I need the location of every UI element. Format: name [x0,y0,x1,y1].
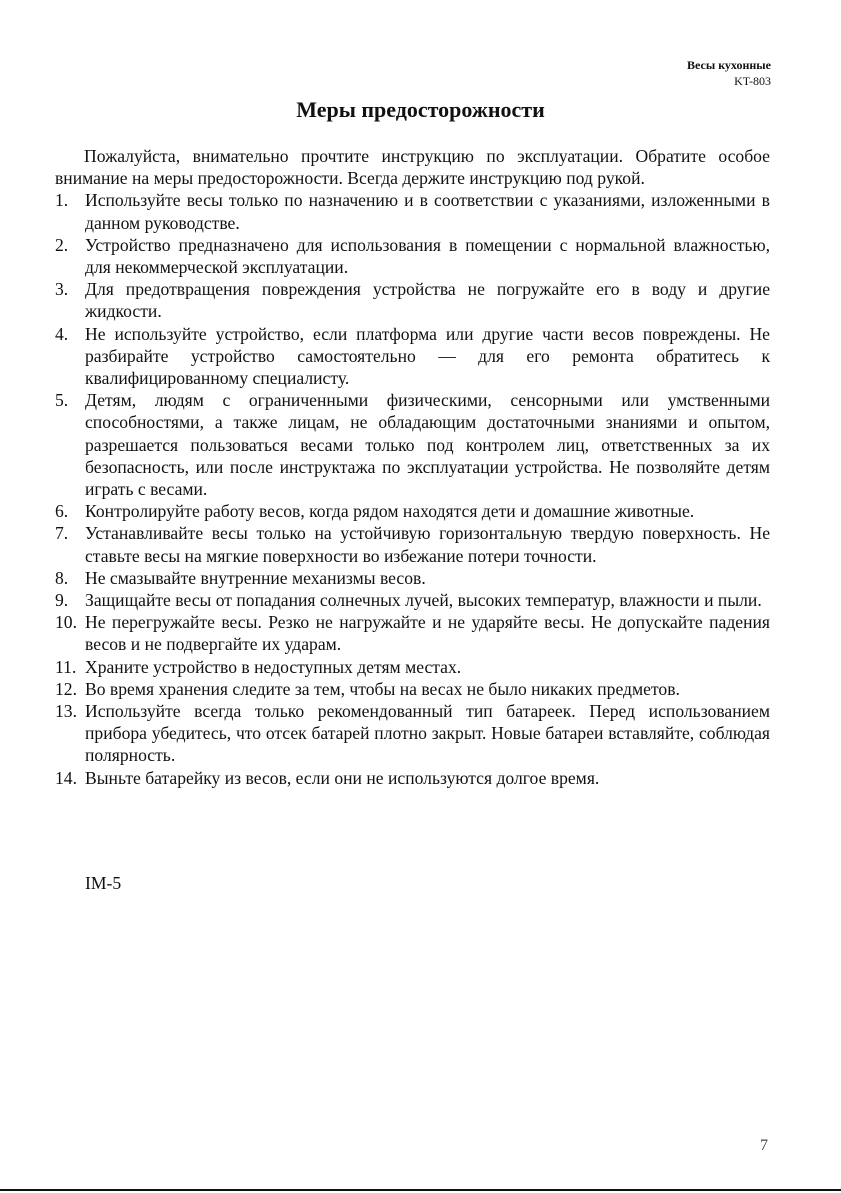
item-text: Для предотвращения повреждения устройства не погружайте его в воду и другие жидкости. [85,279,770,322]
list-item [55,611,770,655]
item-number: 6. [55,501,69,522]
bottom-divider [0,1189,841,1191]
item-number: 8. [55,567,69,588]
page-number: 7 [760,1137,768,1154]
list-item [55,656,770,678]
item-text: Контролируйте работу весов, когда рядом находятся дети и домашние животные. [85,501,695,522]
item-number: 1. [55,190,69,211]
item-number: 14. [55,767,77,788]
item-text: Устанавливайте весы только на устойчивую горизонтальную твердую поверхность. Не ставьте весы на мягкие поверхности во избежание потери точности. [85,523,770,566]
list-item [55,500,770,522]
page-content [55,145,770,789]
item-number: 13. [55,701,77,722]
precautions-list [55,189,770,788]
item-number: 10. [55,612,77,633]
item-number: 2. [55,234,69,255]
list-item [55,678,770,700]
item-text: Не смазывайте внутренние механизмы весов. [85,567,426,588]
intro-paragraph: Пожалуйста, внимательно прочтите инструкцию по эксплуатации. Обратите особое внимание на меры предосторожности. Всегда держите инструкцию под рукой. [55,146,770,189]
item-text: Во время хранения следите за тем, чтобы на весах не было никаких предметов. [85,678,680,699]
header-product-name: Весы кухонные [687,58,771,72]
list-item [55,522,770,566]
item-number: 4. [55,323,69,344]
list-item [55,189,770,233]
item-text: Храните устройство в недоступных детям местах. [85,656,462,677]
page-header [687,57,771,89]
header-model-number: KT-803 [734,74,771,88]
list-item [55,567,770,589]
item-text: Детям, людям с ограниченными физическими, сенсорными или умственными способностями, а также лицам, не обладающим достаточными знаниями и опытом, разрешается пользоваться весами только под контролем лиц, ответственных за их безопасность, или после инструктажа по эксплуатации устройства. Не позволяйте детям играть с весами. [85,390,770,500]
item-text: Не используйте устройство, если платформа или другие части весов повреждены. Не разбирайте устройство самостоятельно — для его ремонта обратитесь к квалифицированному специалисту. [85,323,770,389]
list-item [55,389,770,500]
item-text: Выньте батарейку из весов, если они не используются долгое время. [85,767,600,788]
list-item [55,767,770,789]
list-item [55,700,770,767]
list-item [55,234,770,278]
item-number: 7. [55,523,69,544]
item-text: Устройство предназначено для использования в помещении с нормальной влажностью, для некоммерческой эксплуатации. [85,234,770,278]
item-text: Защищайте весы от попадания солнечных лучей, высоких температур, влажности и пыли. [85,590,762,611]
item-number: 9. [55,590,69,611]
list-item [55,278,770,322]
list-item [55,589,770,611]
item-number: 5. [55,390,69,411]
list-item [55,323,770,390]
item-number: 11. [55,656,77,677]
item-text: Используйте весы только по назначению и в соответствии с указаниями, изложенными в данном руководстве. [85,190,770,233]
item-number: 12. [55,678,77,699]
item-number: 3. [55,279,69,300]
document-code: IM-5 [85,873,122,893]
item-text: Используйте всегда только рекомендованный тип батареек. Перед использованием прибора убедитесь, что отсек батарей плотно закрыт. Новые батареи вставляйте, соблюдая полярность. [85,701,770,766]
page-title: Меры предосторожности [296,97,545,122]
item-text: Не перегружайте весы. Резко не нагружайте и не ударяйте весы. Не допускайте падения весов и не подвергайте их ударам. [85,612,770,655]
